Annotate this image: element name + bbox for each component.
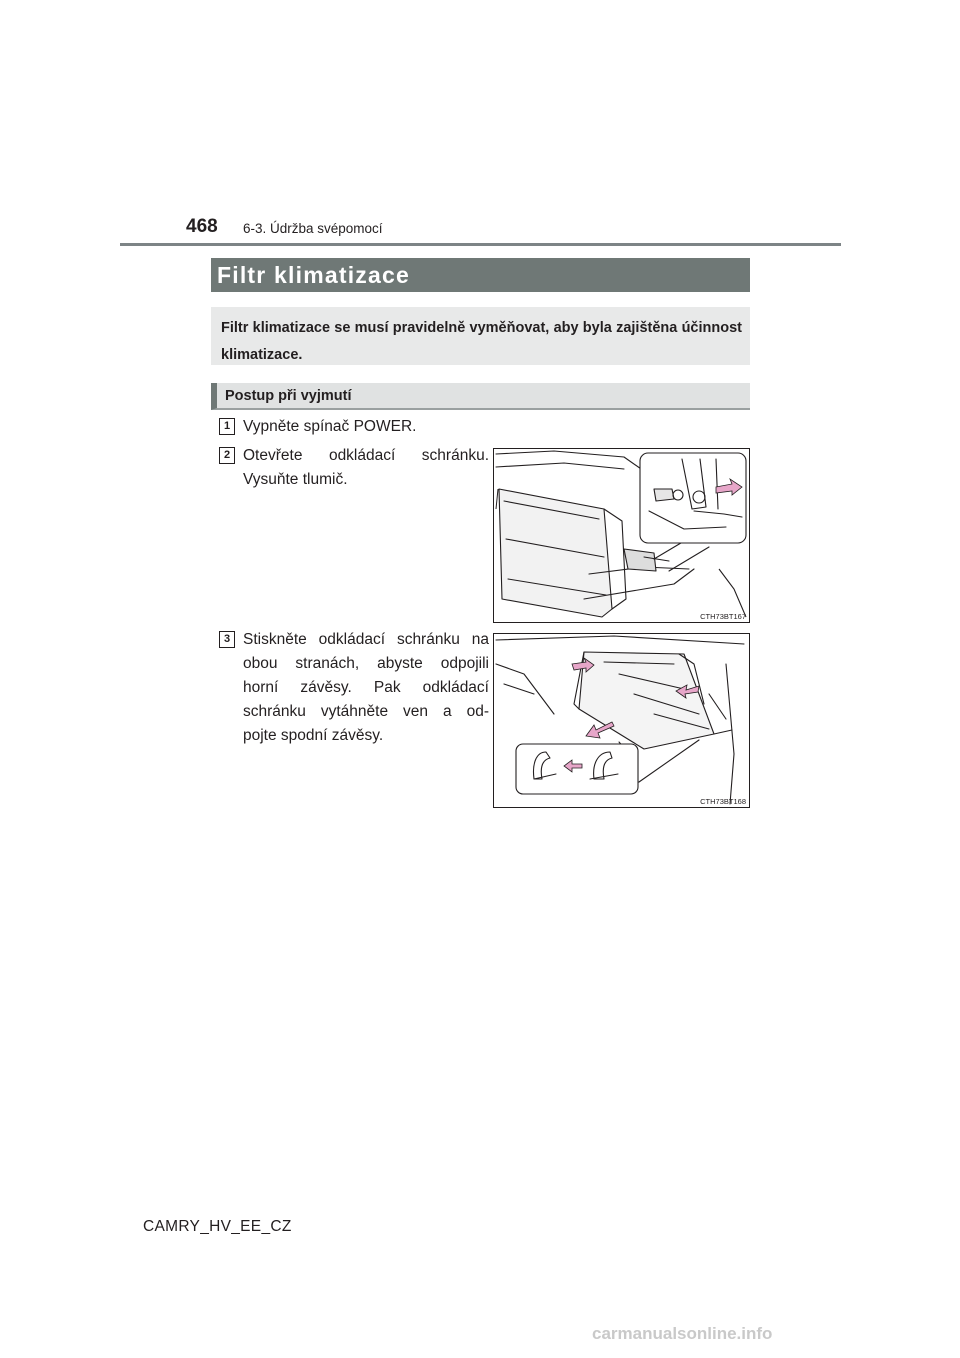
step-1-text	[243, 415, 489, 439]
step-1-line-1: Vypněte spínač POWER.	[243, 418, 417, 435]
step-2-text	[243, 444, 489, 492]
step-3-line-5: pojte spodní závěsy.	[243, 727, 384, 744]
watermark: carmanualsonline.info	[592, 1324, 773, 1343]
page-title: Filtr klimatizace	[211, 258, 750, 292]
step-number-2: 2	[219, 447, 235, 464]
step-2-line-2: Vysuňte tlumič.	[243, 471, 348, 488]
step-2-line-1: Otevřete odkládací schránku.	[243, 447, 489, 464]
figure-glovebox-removal	[493, 633, 750, 808]
step-3-line-1: Stiskněte odkládací schránku na	[243, 631, 489, 648]
step-3-line-4: schránku vytáhněte ven a od-	[243, 703, 489, 720]
glovebox-removal-illustration	[494, 634, 750, 808]
footer-model-code: CAMRY_HV_EE_CZ	[143, 1218, 292, 1235]
section-reference: 6-3. Údržba svépomocí	[243, 221, 383, 236]
figure-2-code: CTH73BT168	[700, 797, 746, 806]
step-3-line-3: horní závěsy. Pak odkládací	[243, 679, 489, 696]
header-rule	[120, 243, 841, 246]
glovebox-damper-illustration	[494, 449, 750, 623]
figure-1-code: CTH73BT167	[700, 612, 746, 621]
step-3-text	[243, 628, 489, 748]
subheading: Postup při vyjmutí	[211, 383, 750, 410]
figure-glovebox-damper	[493, 448, 750, 623]
step-number-1: 1	[219, 418, 235, 435]
page-number: 468	[186, 216, 218, 237]
step-number-3: 3	[219, 631, 235, 648]
step-3-line-2: obou stranách, abyste odpojili	[243, 655, 489, 672]
intro-text: Filtr klimatizace se musí pravidelně vyměňovat, aby byla zajištěna účinnost klimatizace.	[211, 307, 750, 365]
